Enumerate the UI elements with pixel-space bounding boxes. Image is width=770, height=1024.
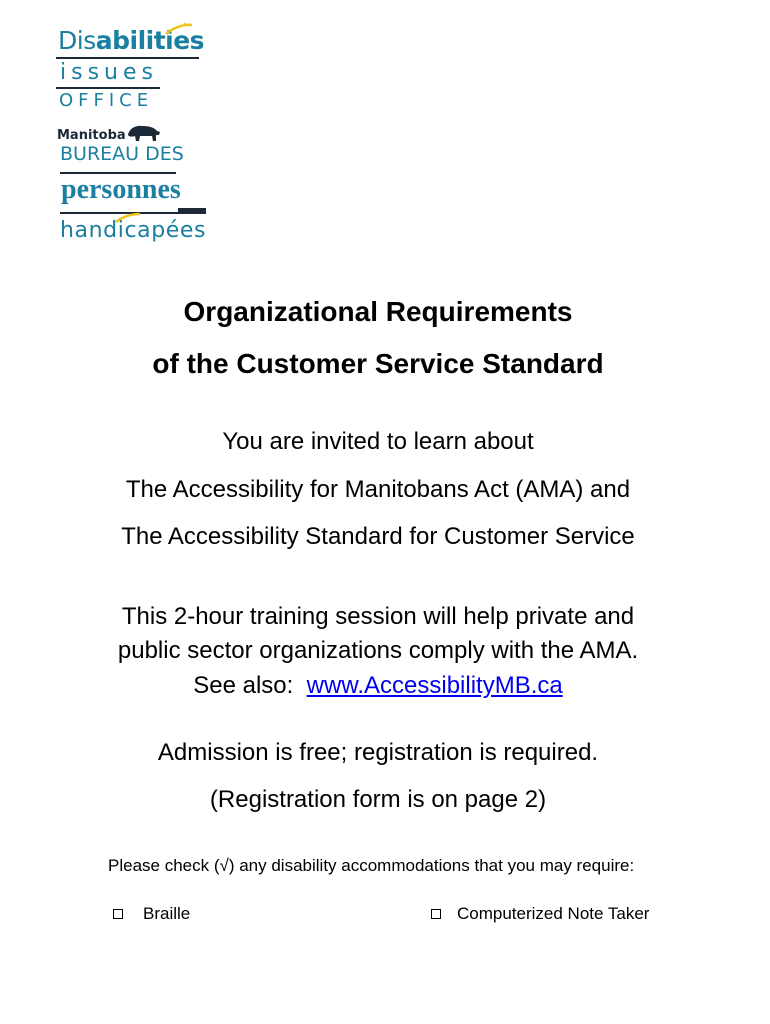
option-label: Computerized Note Taker [457, 904, 650, 923]
logo-manitoba-text: Manitoba [57, 128, 126, 143]
logo-disabilities-text: Disabilities [58, 26, 205, 55]
bison-icon [126, 123, 162, 143]
intro-line-2: The Accessibility for Manitobans Act (AMA) and [125, 476, 631, 503]
session-line-1: This 2-hour training session will help private and [121, 603, 635, 630]
accessibility-mb-link[interactable]: www.AccessibilityMB.ca [306, 672, 563, 699]
swoosh-icon [164, 22, 194, 36]
page-title-line-2: of the Customer Service Standard [152, 348, 604, 379]
logo-handicapees-text: handicapées [60, 218, 207, 243]
intro-line-1: You are invited to learn about [222, 428, 534, 455]
accommodation-option-note-taker[interactable] [431, 904, 649, 924]
intro-line-3: The Accessibility Standard for Customer Service [121, 523, 635, 550]
organization-logo [56, 22, 216, 252]
accommodations-prompt: Please check (√) any disability accommodations that you may require: [108, 856, 635, 875]
admission-line-2: (Registration form is on page 2) [209, 786, 547, 813]
session-line-2: public sector organizations comply with the AMA. [117, 637, 639, 664]
admission-line-1: Admission is free; registration is required. [157, 739, 599, 766]
see-also-line [0, 672, 756, 700]
see-also-label: See also: [193, 672, 294, 699]
logo-divider [56, 57, 199, 59]
logo-divider [56, 87, 160, 89]
page-title-line-1: Organizational Requirements [183, 296, 573, 327]
logo-office-text: OFFICE [59, 90, 154, 111]
checkbox[interactable] [431, 909, 441, 919]
logo-issues-text: issues [60, 60, 158, 85]
option-label: Braille [143, 904, 191, 923]
checkbox[interactable] [113, 909, 123, 919]
logo-personnes-text: personnes [61, 174, 181, 205]
logo-bureau-des-text: BUREAU DES [60, 143, 184, 165]
logo-divider [178, 208, 206, 213]
accommodation-option-braille[interactable] [113, 904, 190, 924]
